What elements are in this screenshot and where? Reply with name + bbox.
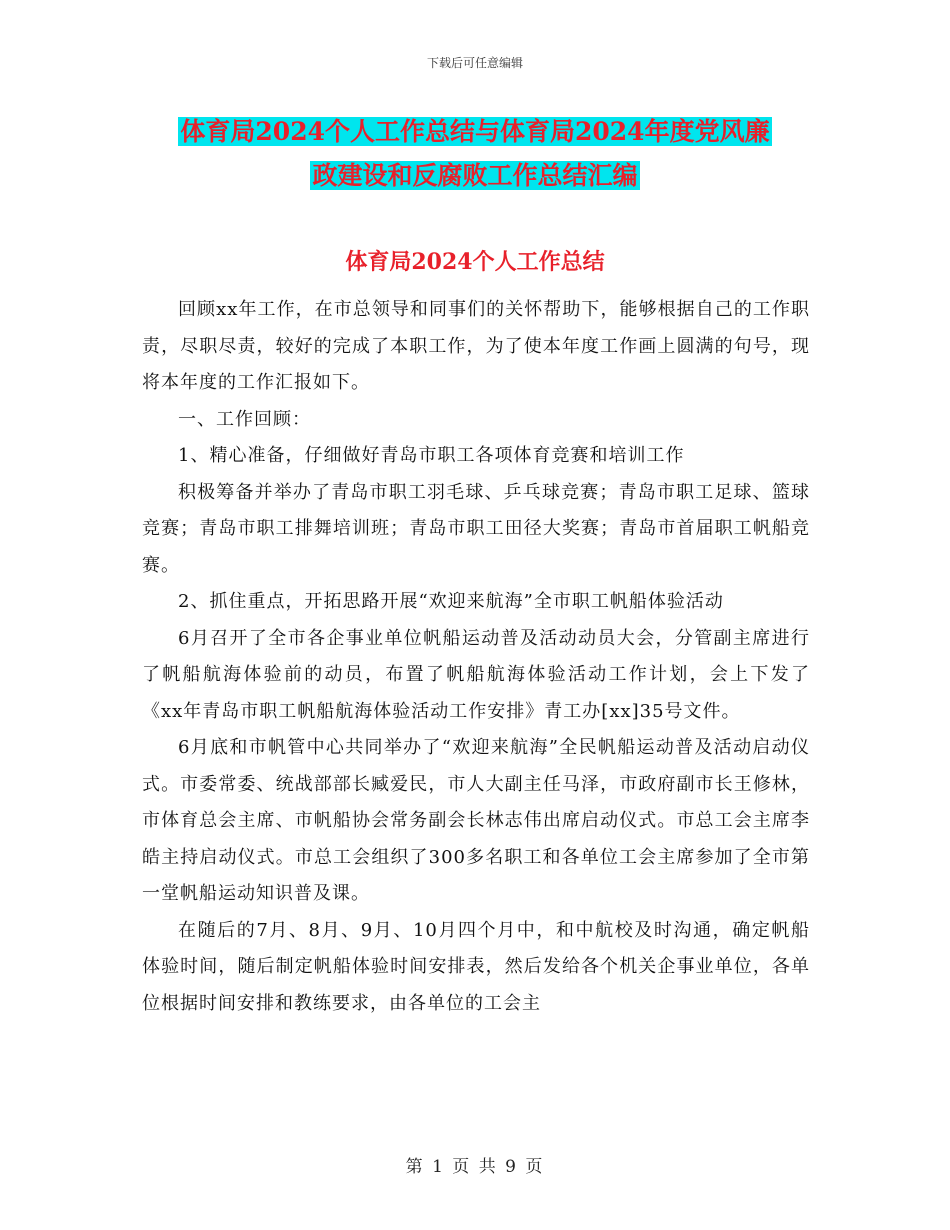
paragraph: 回顾xx年工作，在市总领导和同事们的关怀帮助下，能够根据自己的工作职责，尽职尽责，较好的完成了本职工作，为了使本年度工作画上圆满的句号，现将本年度的工作汇报如下。 <box>142 299 810 393</box>
section-title: 体育局2024个人工作总结 <box>345 249 605 275</box>
paragraph: 积极筹备并举办了青岛市职工羽毛球、乒乓球竞赛；青岛市职工足球、篮球竞赛；青岛市职工排舞培训班；青岛市职工田径大奖赛；青岛市首届职工帆船竞赛。 <box>142 481 810 576</box>
paragraph: 2、抓住重点，开拓思路开展“欢迎来航海”全市职工帆船体验活动 <box>178 591 724 612</box>
document-title-line-1: 体育局2024个人工作总结与体育局2024年度党风廉 <box>180 117 770 146</box>
paragraph: 6月底和市帆管中心共同举办了“欢迎来航海”全民帆船运动普及活动启动仪式。市委常委、统战部部长臧爱民，市人大副主任马泽，市政府副市长王修林，市体育总会主席、市帆船协会常务副会长林志伟出席启动仪式。市总工会主席李皓主持启动仪式。市总工会组织了300多名职工和各单位工会主席参加了全市第一堂帆船运动知识普及课。 <box>142 737 810 904</box>
document-body <box>142 292 810 1022</box>
paragraph: 在随后的7月、8月、9月、10月四个月中，和中航校及时沟通，确定帆船体验时间，随后制定帆船体验时间安排表，然后发给各个机关企事业单位，各单位根据时间安排和教练要求，由各单位的工会主 <box>142 919 810 1014</box>
paragraph: 1、精心准备，仔细做好青岛市职工各项体育竞赛和培训工作 <box>178 445 685 466</box>
paragraph: 一、工作回顾： <box>178 408 311 430</box>
document-title-line-2: 政建设和反腐败工作总结汇编 <box>312 161 638 190</box>
document-title <box>140 110 810 198</box>
paragraph: 6月召开了全市各企事业单位帆船运动普及活动动员大会，分管副主席进行了帆船航海体验前的动员，布置了帆船航海体验活动工作计划，会上下发了《xx年青岛市职工帆船航海体验活动工作安排》青工办[xx]35号文件。 <box>142 627 810 722</box>
page-number: 第 1 页 共 9 页 <box>405 1157 545 1177</box>
header-note: 下载后可任意编辑 <box>426 56 523 70</box>
